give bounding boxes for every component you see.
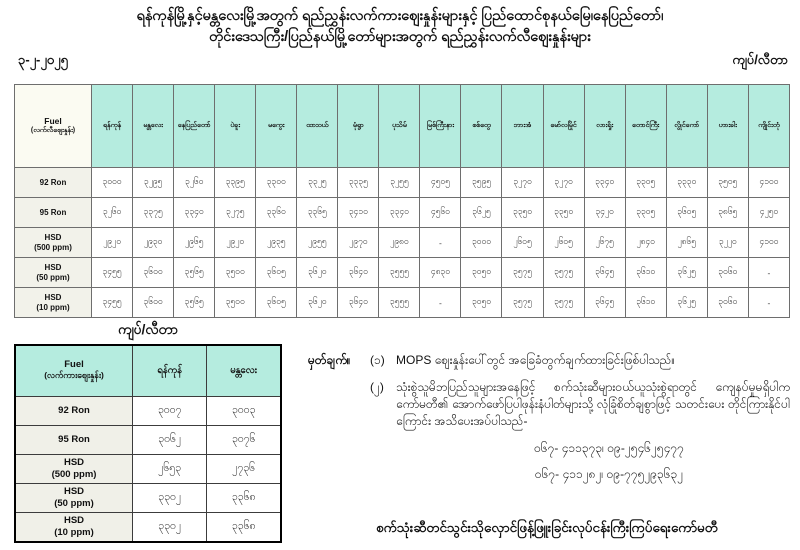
price-cell: ၃၄၂၀ bbox=[584, 198, 625, 228]
price-cell: ၃၅၉၅ bbox=[461, 168, 502, 198]
price-cell: ၃၅၇၅ bbox=[543, 288, 584, 318]
price-cell: ၂၉၈၀ bbox=[379, 228, 420, 258]
note-item-2 bbox=[308, 379, 790, 430]
price-cell: ၃၀၅၀ bbox=[461, 288, 502, 318]
price-cell: ၂၉၂၀ bbox=[215, 228, 256, 258]
price-cell: ၃၄၅၅ bbox=[92, 288, 133, 318]
price-cell: ၃၆၀၅ bbox=[666, 198, 707, 228]
fuel-type-label: 92 Ron bbox=[15, 397, 133, 426]
price-row bbox=[15, 513, 281, 543]
price-cell: ၃၆၂၅ bbox=[461, 198, 502, 228]
price-cell: ၃၆၀၀ bbox=[133, 258, 174, 288]
price-cell: ၃၅၇၅ bbox=[502, 258, 543, 288]
fuel-header-cell bbox=[15, 345, 133, 397]
fuel-header-subtitle: (လက်လီဈေးနှုန်း) bbox=[30, 127, 76, 134]
unit-label-small-table: ကျပ်/လီတာ bbox=[118, 321, 178, 337]
fuel-header-title: Fuel bbox=[44, 116, 62, 126]
price-cell: ၃၆၂၅ bbox=[666, 288, 707, 318]
price-row bbox=[15, 258, 790, 288]
price-cell: ၃၆၀၀ bbox=[133, 288, 174, 318]
price-cell: ၃၅၇၅ bbox=[543, 258, 584, 288]
fuel-header-title: Fuel bbox=[64, 359, 84, 370]
phone-line-1: ၀၆၇- ၄၁၁၃၇၃၊ ၀၉-၂၅၄၆၂၅၄၇၇ bbox=[534, 441, 684, 455]
price-cell: ၃၀၀၀ bbox=[461, 228, 502, 258]
city-header-cell: တောင်ကြီး bbox=[625, 85, 666, 168]
price-cell: ၃၃၂၅ bbox=[297, 168, 338, 198]
price-cell: ၂၉၇၀ bbox=[338, 228, 379, 258]
fuel-header-subtitle: (လက်ကားဈေးနှုန်း) bbox=[44, 370, 104, 380]
price-cell: ၃၆၄၀ bbox=[338, 258, 379, 288]
price-cell: ၃၅၀၅ bbox=[707, 168, 748, 198]
city-header-cell: မုံရွာ bbox=[338, 85, 379, 168]
city-header-cell: လွိုင်ကော် bbox=[666, 85, 707, 168]
price-cell: ၂၉၂၀ bbox=[92, 228, 133, 258]
price-cell: ၃၈၆၅ bbox=[707, 198, 748, 228]
price-cell: ၃၆၄၀ bbox=[338, 288, 379, 318]
price-cell: ၂၆၅၃ bbox=[133, 455, 207, 484]
fuel-type-label: 92 Ron bbox=[15, 168, 92, 198]
note-1-text: MOPS ဈေးနှုန်းပေါ်တွင် အခြေခံတွက်ချက်ထားခြင်းဖြစ်ပါသည်။ bbox=[396, 353, 676, 367]
price-cell: ၃၅၇၅ bbox=[502, 288, 543, 318]
city-header-cell: ဟားခါး bbox=[707, 85, 748, 168]
price-cell: - bbox=[748, 288, 789, 318]
price-cell: ၃၆၂၀ bbox=[297, 258, 338, 288]
phone-line-2: ၀၆၇- ၄၁၁၂၈၂၊ ၀၉-၇၇၅၂၉၃၆၃၂ bbox=[534, 467, 684, 481]
city-header-cell: ထားဝယ် bbox=[297, 85, 338, 168]
price-cell: ၃၀၆၀ bbox=[707, 258, 748, 288]
price-cell: ၃၂၇၅ bbox=[215, 198, 256, 228]
price-cell: - bbox=[420, 288, 461, 318]
price-cell: ၃၅၅၅ bbox=[379, 288, 420, 318]
price-cell: ၃၀၇၆ bbox=[207, 426, 281, 455]
price-cell: ၃၀၆၀ bbox=[707, 288, 748, 318]
note-2-text: သုံးစွဲသူမိဘပြည်သူများအနေဖြင့် စက်သုံးဆီများဝယ်ယူသုံးစွဲရာတွင် ကျေနပ်မှုမရှိပါက ကော်မတီ၏ အောက်ဖော်ပြပါဖုန်းနံပါတ်များသို့ လုံခြုံစိတ်ချစွာဖြင့် သတင်းပေး တိုင်ကြားနိုင်ပါကြောင်း အသိပေးအပ်ပါသည်- bbox=[396, 380, 790, 428]
price-row bbox=[15, 397, 281, 426]
price-row bbox=[15, 168, 790, 198]
price-cell: ၃၅၆၅ bbox=[174, 258, 215, 288]
price-cell: ၃၄၁၀ bbox=[338, 198, 379, 228]
price-cell: ၃၃၆၅ bbox=[297, 198, 338, 228]
price-cell: ၂၈၄၀ bbox=[625, 228, 666, 258]
document-title-line2: တိုင်းဒေသကြီး/ပြည်နယ်မြို့တော်များအတွက် ရည်ညွှန်းလက်လီဈေးနှုန်းများ bbox=[209, 29, 591, 45]
price-cell: - bbox=[748, 258, 789, 288]
price-cell: ၃၀၅၀ bbox=[461, 258, 502, 288]
price-cell: ၃၃၀၅ bbox=[625, 168, 666, 198]
price-row bbox=[15, 228, 790, 258]
price-cell: ၄၅၆၀ bbox=[420, 198, 461, 228]
city-header-cell: မန္တလေး bbox=[207, 345, 281, 397]
price-cell: ၂၉၆၅ bbox=[174, 228, 215, 258]
price-cell: ၃၂၇၀ bbox=[543, 168, 584, 198]
price-cell: ၄၁၀၀ bbox=[748, 228, 789, 258]
price-cell: ၃၃၀၀ bbox=[256, 168, 297, 198]
price-row bbox=[15, 484, 281, 513]
document-date: ၃-၂-၂၀၂၅ bbox=[18, 52, 68, 67]
city-header-cell: မြစ်ကြီးနား bbox=[420, 85, 461, 168]
price-row bbox=[15, 455, 281, 484]
price-cell: ၃၆၀၅ bbox=[256, 288, 297, 318]
price-cell: ၃၂၉၅ bbox=[133, 168, 174, 198]
fuel-type-label: HSD (500 ppm) bbox=[15, 228, 92, 258]
price-cell: ၂၉၃၀ bbox=[133, 228, 174, 258]
price-cell: ၃၃၇၅ bbox=[133, 198, 174, 228]
price-cell: ၃၆၀၅ bbox=[256, 258, 297, 288]
price-cell: ၃၃၆၈ bbox=[207, 513, 281, 543]
price-cell: ၂၆၀၅ bbox=[502, 228, 543, 258]
price-cell: ၃၃၅၀ bbox=[543, 198, 584, 228]
city-header-cell: ရန်ကုန် bbox=[92, 85, 133, 168]
retail-price-table bbox=[14, 84, 790, 318]
price-row bbox=[15, 198, 790, 228]
price-cell: ၃၃၆၈ bbox=[207, 484, 281, 513]
price-cell: ၃၄၅၅ bbox=[92, 258, 133, 288]
price-cell: ၃၆၂၀ bbox=[297, 288, 338, 318]
price-cell: ၃၃၃၀ bbox=[666, 168, 707, 198]
price-cell: ၃၃၃၅ bbox=[338, 168, 379, 198]
price-cell: ၃၆၄၅ bbox=[584, 258, 625, 288]
price-cell: ၂၉၅၅ bbox=[297, 228, 338, 258]
price-cell: ၃၃၅၀ bbox=[502, 198, 543, 228]
price-cell: ၃၆၂၅ bbox=[666, 258, 707, 288]
fuel-type-label: 95 Ron bbox=[15, 198, 92, 228]
price-cell: ၄၁၀၀ bbox=[748, 168, 789, 198]
notes-block bbox=[308, 352, 790, 483]
fuel-type-label: HSD (10 ppm) bbox=[15, 513, 133, 543]
committee-footer: စက်သုံးဆီတင်သွင်းသိုလှောင်ဖြန့်ဖြူးခြင်းလုပ်ငန်းကြီးကြပ်ရေးကော်မတီ bbox=[376, 520, 718, 535]
price-cell: ၃၀၆၂ bbox=[133, 426, 207, 455]
note-2-number: (၂) bbox=[370, 380, 384, 394]
price-cell: ၃၆၁၀ bbox=[625, 258, 666, 288]
wholesale-price-table bbox=[14, 344, 282, 543]
city-header-cell: နေပြည်တော် bbox=[174, 85, 215, 168]
price-cell: ၃၃၄၀ bbox=[379, 198, 420, 228]
fuel-type-label: 95 Ron bbox=[15, 426, 133, 455]
price-cell: ၃၃၀၂ bbox=[133, 484, 207, 513]
price-cell: ၃၅၆၅ bbox=[174, 288, 215, 318]
price-cell: ၃၂၅၅ bbox=[379, 168, 420, 198]
price-cell: ၃၂၂၀ bbox=[707, 228, 748, 258]
price-cell: ၃၂၆၀ bbox=[92, 198, 133, 228]
city-header-cell: စစ်တွေ bbox=[461, 85, 502, 168]
city-header-cell: ကျိုင်းတုံ bbox=[748, 85, 789, 168]
price-cell: ၃၂၆၀ bbox=[174, 168, 215, 198]
price-cell: ၂၈၆၅ bbox=[666, 228, 707, 258]
price-cell: ၃၃၆၀ bbox=[256, 198, 297, 228]
city-header-cell: ဘားအံ bbox=[502, 85, 543, 168]
note-1-number: (၁) bbox=[370, 353, 385, 367]
price-cell: ၂၆၇၅ bbox=[584, 228, 625, 258]
price-cell: ၃၆၁၀ bbox=[625, 288, 666, 318]
price-cell: ၃၂၇၀ bbox=[502, 168, 543, 198]
price-cell: ၄၂၅၀ bbox=[748, 198, 789, 228]
price-cell: ၃၅၀၀ bbox=[215, 288, 256, 318]
price-cell: ၃၀၀၀ bbox=[92, 168, 133, 198]
notes-label: မှတ်ချက်။ bbox=[308, 353, 351, 367]
price-cell: ၃၆၄၅ bbox=[584, 288, 625, 318]
city-header-cell: မကွေး bbox=[256, 85, 297, 168]
price-cell: ၃၅၅၅ bbox=[379, 258, 420, 288]
price-cell: ၃၃၄၀ bbox=[174, 198, 215, 228]
city-header-cell: လားရှိုး bbox=[584, 85, 625, 168]
note-item-1 bbox=[308, 352, 790, 369]
price-row bbox=[15, 288, 790, 318]
price-cell: ၃၀၀၇ bbox=[133, 397, 207, 426]
document-title-line1: ရန်ကုန်မြို့နှင့်မန္တလေးမြို့အတွက် ရည်ညွှန်းလက်ကားဈေးနှုန်းများနှင့် ပြည်ထောင်စုနယ်မြေ၊နေပြည်တော်၊ bbox=[136, 8, 664, 24]
fuel-type-label: HSD (50 ppm) bbox=[15, 484, 133, 513]
fuel-type-label: HSD (500 ppm) bbox=[15, 455, 133, 484]
city-header-cell: မန္တလေး bbox=[133, 85, 174, 168]
price-cell: ၃၃၄၀ bbox=[584, 168, 625, 198]
city-header-cell: မော်လမြိုင် bbox=[543, 85, 584, 168]
price-cell: ၂၇၃၆ bbox=[207, 455, 281, 484]
fuel-header-cell bbox=[15, 85, 92, 168]
price-cell: ၃၃၉၅ bbox=[215, 168, 256, 198]
city-header-cell: ပဲခူး bbox=[215, 85, 256, 168]
fuel-type-label: HSD (50 ppm) bbox=[15, 258, 92, 288]
city-header-cell: ရန်ကုန် bbox=[133, 345, 207, 397]
price-row bbox=[15, 426, 281, 455]
price-cell: ၃၅၀၀ bbox=[215, 258, 256, 288]
price-cell: ၃၃၀၂ bbox=[133, 513, 207, 543]
price-cell: ၄၈၃၀ bbox=[420, 258, 461, 288]
price-cell: ၂၆၀၅ bbox=[543, 228, 584, 258]
city-header-cell: ပုသိမ် bbox=[379, 85, 420, 168]
price-cell: ၂၉၃၅ bbox=[256, 228, 297, 258]
fuel-type-label: HSD (10 ppm) bbox=[15, 288, 92, 318]
price-cell: - bbox=[420, 228, 461, 258]
price-cell: ၃၀၀၃ bbox=[207, 397, 281, 426]
price-cell: ၄၅၀၅ bbox=[420, 168, 461, 198]
document-title bbox=[0, 6, 800, 48]
unit-label-top: ကျပ်/လီတာ bbox=[732, 52, 788, 67]
price-cell: ၃၃၀၅ bbox=[625, 198, 666, 228]
